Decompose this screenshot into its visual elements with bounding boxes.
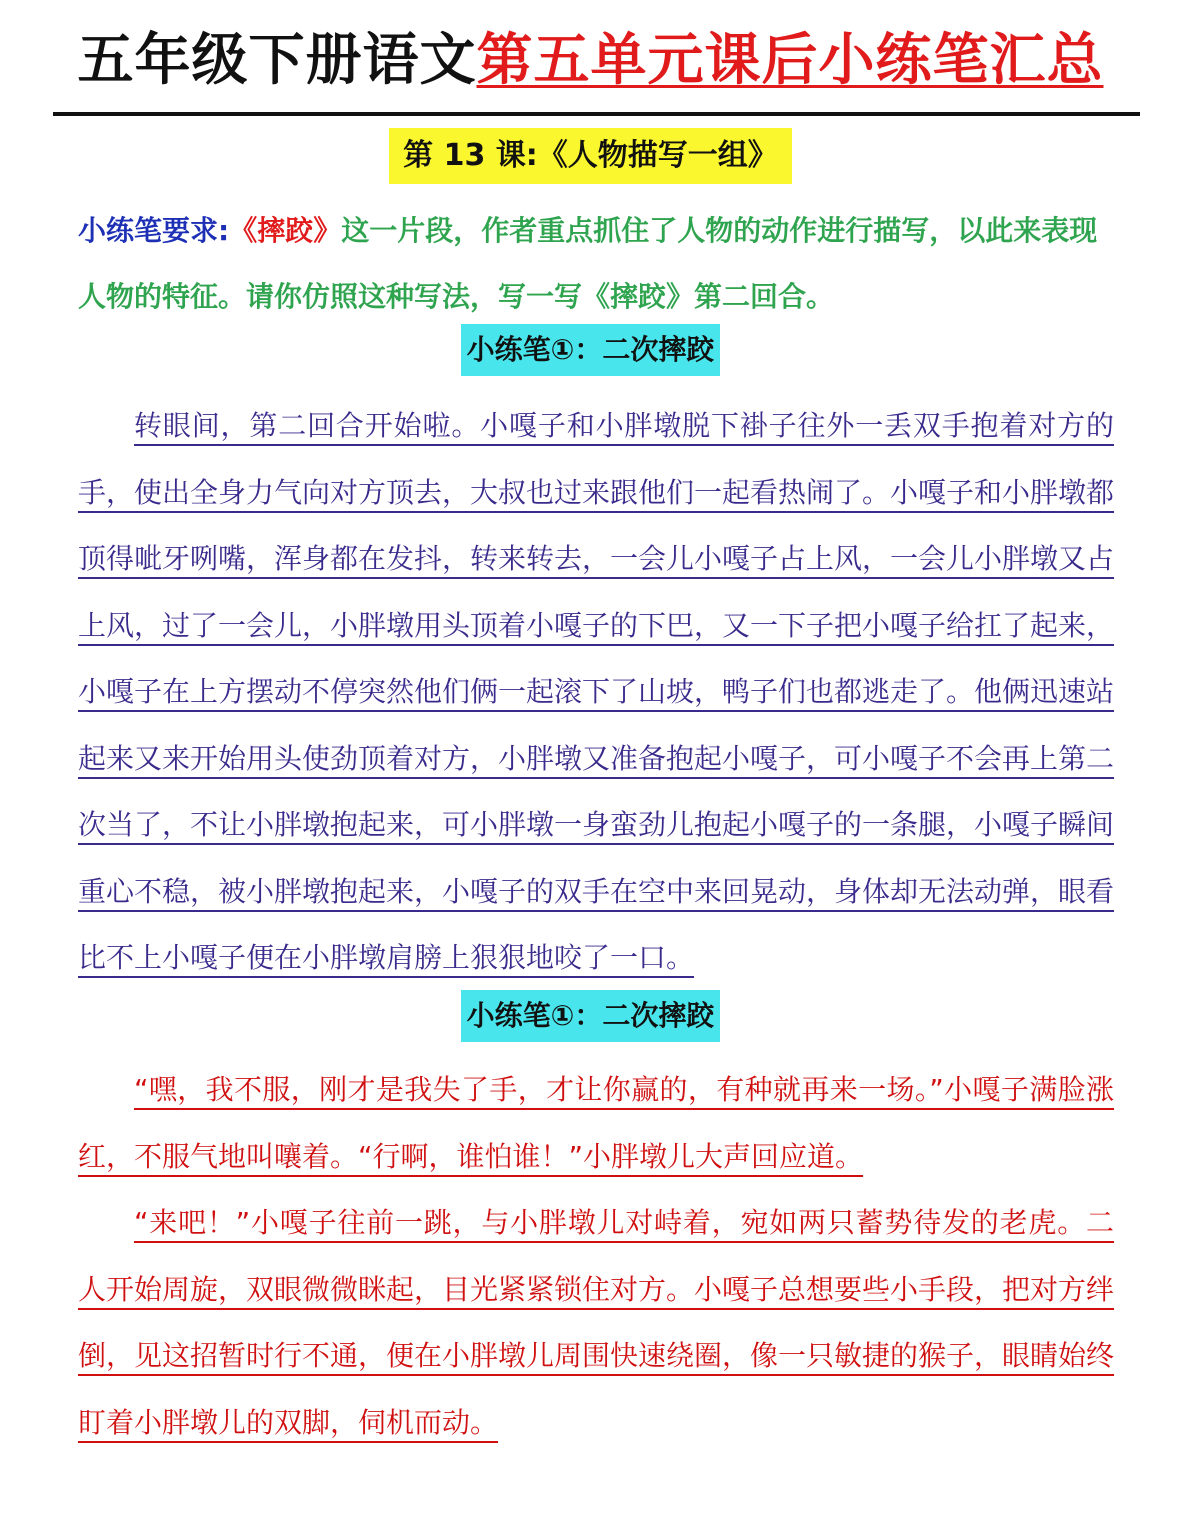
- title-grade: 五年级下册语文: [77, 27, 477, 93]
- exercise-1-heading-row: [0, 324, 1181, 376]
- exercise-2-paragraph-1: [78, 1057, 1114, 1190]
- exercise-1-text: 转眼间，第二回合开始啦。小嘎子和小胖墩脱下褂子往外一丢双手抱着对方的手，使出全身力气向对方顶去，大叔也过来跟他们一起看热闹了。小嘎子和小胖墩都顶得呲牙咧嘴，浑身都在发抖，转来转去，一会儿小嘎子占上风，一会儿小胖墩又占上风，过了一会儿，小胖墩用头顶着小嘎子的下巴，又一下子把小嘎子给扛了起来，小嘎子在上方摆动不停突然他们俩一起滚下了山坡，鸭子们也都逃走了。他俩迅速站起来又来开始用头使劲顶着对方，小胖墩又准备抱起小嘎子，可小嘎子不会再上第二次当了，不让小胖墩抱起来，可小胖墩一身蛮劲儿抱起小嘎子的一条腿，小嘎子瞬间重心不稳，被小胖墩抱起来，小嘎子的双手在空中来回晃动，身体却无法动弹，眼看比不上小嘎子便在小胖墩肩膀上狠狠地咬了一口。: [78, 409, 1115, 974]
- exercise-2-heading-row: [0, 990, 1181, 1042]
- requirement-label: 小练笔要求:: [78, 214, 230, 247]
- exercise-1-heading: 小练笔①：二次摔跤: [461, 324, 721, 376]
- exercise-2-paragraph-2: [78, 1190, 1114, 1456]
- exercise-requirement: [78, 198, 1118, 330]
- exercise-2-text-1: “嘿，我不服，刚才是我失了手，才让你赢的，有种就再来一场。”小嘎子满脸涨红，不服气地叫嚷着。“行啊，谁怕谁！”小胖墩儿大声回应道。: [78, 1073, 1114, 1173]
- requirement-book: 《摔跤》: [229, 214, 342, 247]
- requirement-text: 这一片段，作者重点抓住了人物的动作进行描写，以此来表现人物的特征。请你仿照这种写法，写一写《摔跤》第二回合。: [78, 214, 1098, 313]
- exercise-2-heading: 小练笔①：二次摔跤: [461, 990, 721, 1042]
- lesson-heading-row: [0, 128, 1181, 184]
- title-divider: [53, 112, 1140, 116]
- page-title: [0, 22, 1181, 98]
- title-unit: 第五单元课后小练笔汇总: [476, 27, 1104, 93]
- exercise-1-paragraph: [78, 393, 1114, 992]
- exercise-2-text-2: “来吧！”小嘎子往前一跳，与小胖墩儿对峙着，宛如两只蓄势待发的老虎。二人开始周旋，双眼微微眯起，目光紧紧锁住对方。小嘎子总想要些小手段，把对方绊倒，见这招暂时行不通，便在小胖墩儿周围快速绕圈，像一只敏捷的猴子，眼睛始终盯着小胖墩儿的双脚，伺机而动。: [78, 1206, 1115, 1439]
- lesson-heading: 第 13 课:《人物描写一组》: [389, 128, 792, 184]
